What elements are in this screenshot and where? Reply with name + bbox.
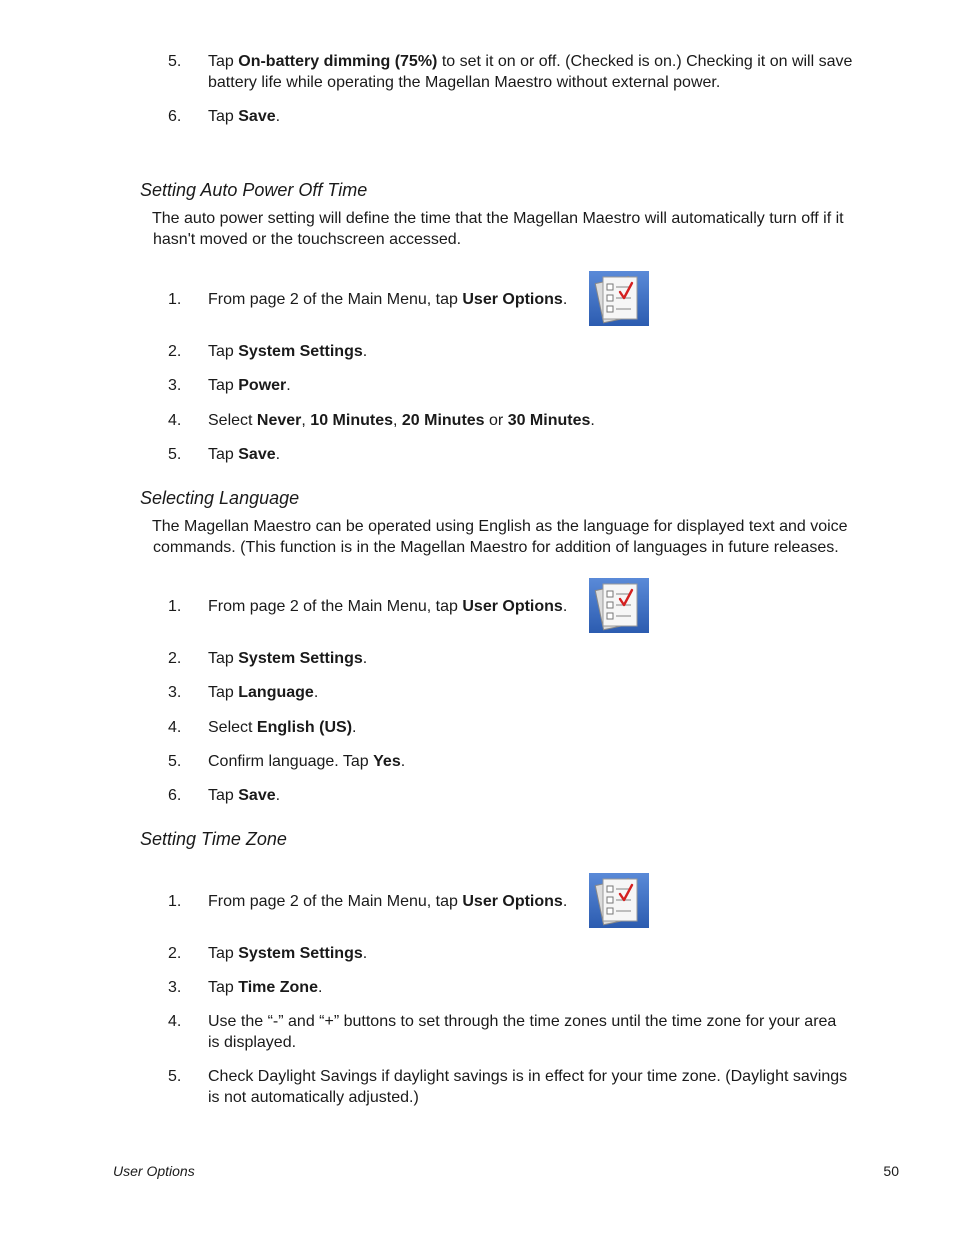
user-options-icon xyxy=(589,578,649,633)
bold-term: System Settings xyxy=(238,650,363,667)
step-text: Tap Time Zone. xyxy=(208,979,323,996)
section-heading-time-zone: Setting Time Zone xyxy=(140,829,287,849)
bold-term: English (US) xyxy=(256,719,353,736)
bold-term: Yes xyxy=(373,753,401,770)
step-text: Tap System Settings. xyxy=(208,945,368,962)
step-text: Tap Save. xyxy=(208,787,281,804)
step-number: 5. xyxy=(168,446,182,463)
bold-term: Never xyxy=(256,412,302,429)
step-text: Confirm language. Tap Yes. xyxy=(208,753,406,770)
step-number: 2. xyxy=(168,650,182,667)
footer-page-number: 50 xyxy=(883,1163,899,1179)
bold-term: On-battery dimming (75%) xyxy=(238,53,438,70)
step-number: 2. xyxy=(168,945,182,962)
user-options-icon xyxy=(589,873,649,928)
step-number: 3. xyxy=(168,979,182,996)
section-paragraph-language: The Magellan Maestro can be operated using English as the language for displayed text and voice commands. (This function is in the Magellan Maestro for addition of languages in future releases. xyxy=(152,518,848,556)
step-number: 1. xyxy=(168,291,182,308)
step-text: Tap System Settings. xyxy=(208,650,368,667)
footer-section-name: User Options xyxy=(113,1163,195,1179)
step-text: Tap System Settings. xyxy=(208,343,368,360)
user-options-icon xyxy=(589,271,649,326)
section-heading-language: Selecting Language xyxy=(140,488,300,508)
step-number: 1. xyxy=(168,893,182,910)
step-text: Select English (US). xyxy=(208,719,357,736)
step-number: 5. xyxy=(168,753,182,770)
step-number: 3. xyxy=(168,684,182,701)
step-number: 5. xyxy=(168,1068,182,1085)
step-number: 4. xyxy=(168,412,182,429)
bold-term: 30 Minutes xyxy=(507,412,591,429)
bold-term: Save xyxy=(238,787,276,804)
bold-term: 10 Minutes xyxy=(310,412,393,429)
section-heading-auto-power: Setting Auto Power Off Time xyxy=(140,180,368,200)
bold-term: Language xyxy=(238,684,314,701)
bold-term: Save xyxy=(238,446,276,463)
step-text: Tap Save. xyxy=(208,446,281,463)
step-text: Tap On-battery dimming (75%) to set it on or off. (Checked is on.) Checking it on will save battery life while operating the Magellan Maestro without external power. xyxy=(208,53,853,91)
step-text: Tap Save. xyxy=(208,108,281,125)
step-text: From page 2 of the Main Menu, tap User Options. xyxy=(208,598,568,615)
bold-term: System Settings xyxy=(238,945,363,962)
step-text: Use the “-” and “+” buttons to set through the time zones until the time zone for your area is displayed. xyxy=(208,1013,837,1051)
step-number: 4. xyxy=(168,719,182,736)
step-text: Tap Power. xyxy=(208,377,291,394)
bold-term: Save xyxy=(238,108,276,125)
bold-term: 20 Minutes xyxy=(401,412,485,429)
step-text: Select Never, 10 Minutes, 20 Minutes or 30 Minutes. xyxy=(208,412,595,429)
bold-term: Power xyxy=(238,377,287,394)
step-number: 4. xyxy=(168,1013,182,1030)
step-number: 5. xyxy=(168,53,182,70)
step-number: 2. xyxy=(168,343,182,360)
bold-term: System Settings xyxy=(238,343,363,360)
section-paragraph-auto-power: The auto power setting will define the time that the Magellan Maestro will automatically turn off if it hasn't moved or the touchscreen accessed. xyxy=(152,210,844,248)
step-number: 6. xyxy=(168,787,182,804)
step-text: From page 2 of the Main Menu, tap User Options. xyxy=(208,893,568,910)
bold-term: User Options xyxy=(462,291,563,308)
bold-term: User Options xyxy=(462,893,563,910)
bold-term: Time Zone xyxy=(238,979,318,996)
step-number: 6. xyxy=(168,108,182,125)
step-text: Tap Language. xyxy=(208,684,319,701)
step-text: From page 2 of the Main Menu, tap User Options. xyxy=(208,291,568,308)
step-number: 3. xyxy=(168,377,182,394)
bold-term: User Options xyxy=(462,598,563,615)
step-text: Check Daylight Savings if daylight savings is in effect for your time zone. (Daylight savings is not automatically adjusted.) xyxy=(208,1068,848,1106)
step-number: 1. xyxy=(168,598,182,615)
